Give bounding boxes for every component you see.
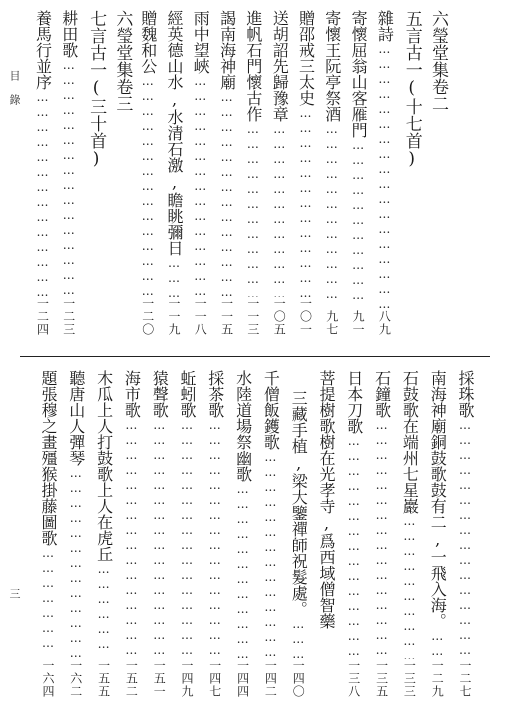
toc-entry	[207, 370, 223, 698]
toc-entry	[270, 10, 290, 336]
entry-page-number: 一四二	[263, 659, 278, 698]
entry-continued-title: 菩提樹歌樹在光孝寺,爲西域僧智藥	[317, 370, 336, 629]
toc-entry	[122, 370, 142, 698]
toc-entry	[179, 370, 195, 698]
leader-dots	[209, 418, 221, 659]
toc-entry	[375, 10, 395, 336]
entry-title: 水陸道場祭幽歌	[233, 370, 253, 482]
entry-title: 題張穆之畫殭猴掛藤圖歌	[39, 370, 58, 546]
entry-page-number: 一五二	[124, 659, 139, 698]
entry-page-number: 一〇一	[298, 297, 313, 336]
leader-dots	[348, 434, 360, 659]
entry-title: 蚯蚓歌	[178, 370, 197, 418]
toc-entry	[219, 10, 235, 336]
toc-entry	[400, 370, 420, 698]
entry-page-number: 一二七	[458, 659, 472, 698]
toc-entry	[245, 10, 261, 336]
toc-entry	[289, 390, 309, 698]
section-heading: 六瑩堂集卷二	[428, 10, 448, 112]
entry-title: 贈邵戒三太史	[296, 10, 316, 106]
leader-dots	[70, 466, 82, 659]
entry-page-number: 八九	[377, 310, 392, 336]
toc-entry	[349, 10, 369, 336]
entry-title: 海市歌	[122, 370, 142, 418]
leader-dots	[237, 482, 249, 659]
toc-entry	[261, 370, 281, 698]
leader-dots	[142, 74, 154, 297]
leader-dots	[98, 562, 110, 659]
leader-dots	[153, 418, 165, 659]
leader-dots	[326, 122, 338, 310]
leader-dots	[42, 546, 54, 659]
entry-title: 寄懷屈翁山客雁門	[349, 10, 369, 138]
leader-dots	[300, 106, 312, 297]
toc-entry	[298, 10, 314, 336]
leader-dots	[125, 418, 137, 659]
leader-dots	[376, 418, 388, 659]
entry-page-number: 一一五	[219, 297, 234, 336]
entry-title: 木瓜上人打鼓歌上人在虎丘	[94, 370, 114, 562]
entry-title: 經英德山水,水清石激,瞻眺彌日	[165, 10, 184, 256]
leader-dots	[168, 256, 180, 297]
leader-dots	[247, 122, 259, 297]
entry-page-number: 一三八	[346, 659, 361, 698]
entry-page-number: 一二〇	[140, 297, 155, 336]
toc-entry	[166, 10, 182, 336]
entry-page-number: 一二三	[61, 297, 76, 336]
section-heading: 七言古一(三十首)	[86, 10, 107, 169]
toc-entry	[457, 370, 473, 698]
entry-title: 寄懷王阮亭祭酒	[322, 10, 342, 122]
entry-page-number: 九七	[324, 310, 339, 336]
leader-dots	[378, 42, 390, 310]
leader-dots	[352, 138, 364, 310]
entry-page-number: 一六二	[68, 659, 83, 698]
entry-title: 聽唐山人彈琴	[66, 370, 86, 466]
entry-title: 千僧飯鑊歌	[261, 370, 281, 450]
entry-page-number: 一五五	[96, 659, 111, 698]
entry-title: 雨中望峽	[191, 10, 211, 74]
toc-entry	[140, 10, 156, 336]
entry-page-number: 一五一	[152, 659, 167, 698]
toc-entry	[374, 370, 390, 698]
entry-title: 養馬行並序	[33, 10, 53, 90]
entry-page-number: 一四九	[180, 659, 194, 698]
toc-entry	[68, 370, 84, 698]
entry-page-number: 九一	[351, 310, 366, 336]
toc-entry	[35, 10, 51, 336]
leader-dots	[403, 514, 415, 659]
entry-page-number: 一四〇	[291, 659, 306, 698]
entry-title: 採珠歌	[456, 370, 475, 418]
leader-dots	[37, 90, 49, 297]
entry-title: 南海神廟銅鼓歌鼓有二,一飛入海。	[428, 370, 448, 629]
entry-page-number: 一六四	[41, 659, 55, 698]
toc-entry	[61, 10, 77, 336]
toc-entry	[96, 370, 112, 698]
entry-page-number: 一二四	[35, 297, 50, 336]
side-label: 目 錄	[8, 70, 21, 105]
leader-dots	[63, 58, 75, 297]
leader-dots	[273, 122, 285, 297]
entry-title: 送胡詔先歸豫章	[270, 10, 290, 122]
leader-dots	[459, 418, 471, 659]
entry-page-number: 一一三	[245, 297, 260, 336]
toc-entry	[428, 370, 448, 698]
leader-dots	[194, 74, 206, 297]
section-heading: 五言古一(十七首)	[401, 10, 422, 169]
toc-entry	[346, 370, 362, 698]
entry-page-number: 一二九	[430, 659, 445, 698]
toc-entry	[150, 370, 170, 698]
section-heading: 六瑩堂集卷三	[112, 10, 133, 112]
page-number: 三	[8, 588, 21, 599]
section-divider	[20, 356, 490, 357]
entry-page-number: 一四四	[235, 659, 250, 698]
leader-dots	[264, 450, 276, 659]
entry-page-number: 一三三	[402, 659, 417, 698]
leader-dots	[181, 418, 193, 659]
entry-title: 日本刀歌	[344, 370, 364, 434]
entry-page-number: 一〇五	[272, 297, 287, 336]
entry-title: 猿聲歌	[150, 370, 170, 418]
entry-page-number: 一一九	[167, 297, 181, 336]
leader-dots	[292, 617, 304, 659]
entry-title: 石鼓歌在端州七星巖	[400, 370, 420, 514]
toc-entry	[40, 370, 56, 698]
toc-entry	[324, 10, 340, 336]
entry-page-number: 一四七	[207, 659, 222, 698]
toc-entry	[191, 10, 211, 336]
entry-title: 謁南海神廟	[217, 10, 237, 90]
entry-page-number: 一一八	[193, 297, 208, 336]
leader-dots	[221, 90, 233, 297]
entry-page-number: 一三五	[374, 659, 389, 698]
toc-entry	[235, 370, 251, 698]
entry-title: 進帆石門懷古作	[243, 10, 263, 122]
entry-title: 採茶歌	[205, 370, 225, 418]
entry-title: 石鐘歌	[372, 370, 392, 418]
entry-title: 耕田歌	[59, 10, 79, 58]
entry-title: 三藏手植,梁大鑒禪師祝髮處。	[289, 390, 309, 617]
entry-title: 贈魏和公	[138, 10, 158, 74]
entry-title: 雜詩	[375, 10, 395, 42]
leader-dots	[431, 629, 443, 659]
